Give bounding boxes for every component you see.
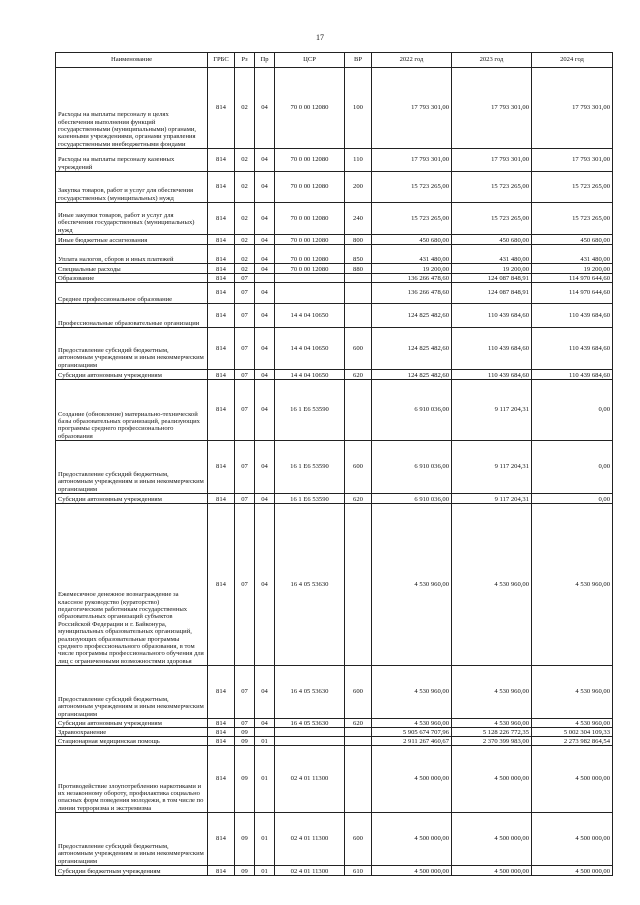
row-2023: 4 500 000,00 <box>452 813 532 866</box>
row-name: Предоставление субсидий бюджетным, автономным учреждениям и иным некоммерческим организациям <box>56 441 208 494</box>
row-vr <box>345 380 372 441</box>
table-row <box>56 235 613 245</box>
row-2023: 431 480,00 <box>452 245 532 264</box>
row-pr: 01 <box>255 866 275 876</box>
row-2022: 19 200,00 <box>372 264 452 274</box>
row-csr: 16 1 Е6 53590 <box>275 441 345 494</box>
row-2022: 136 266 478,60 <box>372 274 452 283</box>
table-row <box>56 264 613 274</box>
row-name: Иные бюджетные ассигнования <box>56 235 208 245</box>
col-header-vr: ВР <box>345 53 372 68</box>
row-pr: 04 <box>255 666 275 719</box>
row-2022: 2 911 267 460,67 <box>372 737 452 746</box>
row-csr <box>275 728 345 737</box>
row-pr: 04 <box>255 235 275 245</box>
row-2023: 15 723 265,00 <box>452 203 532 235</box>
row-vr: 600 <box>345 666 372 719</box>
row-2023: 5 128 226 772,35 <box>452 728 532 737</box>
row-vr: 880 <box>345 264 372 274</box>
row-2024: 4 500 000,00 <box>532 813 613 866</box>
row-grbs: 814 <box>208 728 235 737</box>
col-header-2024: 2024 год <box>532 53 613 68</box>
row-name: Образование <box>56 274 208 283</box>
row-name: Предоставление субсидий бюджетным, автономным учреждениям и иным некоммерческим организациям <box>56 328 208 370</box>
row-pr: 04 <box>255 283 275 304</box>
row-csr <box>275 737 345 746</box>
row-vr <box>345 746 372 813</box>
row-pr: 04 <box>255 380 275 441</box>
row-vr: 800 <box>345 235 372 245</box>
row-2024: 0,00 <box>532 441 613 494</box>
table-header-row <box>56 53 613 68</box>
budget-table <box>55 52 613 876</box>
row-rz: 07 <box>235 304 255 328</box>
row-2022: 4 500 000,00 <box>372 813 452 866</box>
row-2024: 0,00 <box>532 494 613 504</box>
row-2022: 6 910 036,00 <box>372 441 452 494</box>
row-csr: 02 4 01 11300 <box>275 813 345 866</box>
row-2023: 450 680,00 <box>452 235 532 245</box>
row-2022: 4 530 960,00 <box>372 666 452 719</box>
row-csr: 16 1 Е6 53590 <box>275 380 345 441</box>
table-row <box>56 380 613 441</box>
row-pr: 04 <box>255 172 275 203</box>
row-grbs: 814 <box>208 264 235 274</box>
col-header-name: Наименование <box>56 53 208 68</box>
row-rz: 02 <box>235 172 255 203</box>
row-2024: 17 793 301,00 <box>532 149 613 172</box>
row-vr: 620 <box>345 370 372 380</box>
row-vr <box>345 504 372 666</box>
col-header-pr: Пр <box>255 53 275 68</box>
row-rz: 07 <box>235 441 255 494</box>
row-grbs: 814 <box>208 746 235 813</box>
row-csr: 16 4 05 53630 <box>275 719 345 728</box>
row-csr: 70 0 00 12080 <box>275 203 345 235</box>
row-grbs: 814 <box>208 245 235 264</box>
row-name: Расходы на выплаты персоналу в целях обеспечения выполнения функций государственными (муниципальными) органами, казенными учреждениями, органами управления государственными внебюджетными фондами <box>56 68 208 149</box>
table-row <box>56 866 613 876</box>
row-vr: 620 <box>345 719 372 728</box>
row-2024: 431 480,00 <box>532 245 613 264</box>
row-2023: 110 439 684,60 <box>452 370 532 380</box>
row-vr <box>345 283 372 304</box>
row-2023: 110 439 684,60 <box>452 304 532 328</box>
row-2023: 4 530 960,00 <box>452 719 532 728</box>
row-csr: 16 4 05 53630 <box>275 666 345 719</box>
row-pr: 04 <box>255 203 275 235</box>
row-csr: 70 0 00 12080 <box>275 264 345 274</box>
row-rz: 07 <box>235 370 255 380</box>
table-row <box>56 149 613 172</box>
row-name: Иные закупки товаров, работ и услуг для обеспечения государственных (муниципальных) нужд <box>56 203 208 235</box>
row-csr: 16 4 05 53630 <box>275 504 345 666</box>
row-name: Субсидии бюджетным учреждениям <box>56 866 208 876</box>
row-2022: 124 825 482,60 <box>372 304 452 328</box>
row-csr: 02 4 01 11300 <box>275 866 345 876</box>
row-grbs: 814 <box>208 203 235 235</box>
row-pr: 04 <box>255 149 275 172</box>
row-csr: 14 4 04 10650 <box>275 304 345 328</box>
row-rz: 02 <box>235 149 255 172</box>
row-rz: 07 <box>235 380 255 441</box>
row-2022: 4 500 000,00 <box>372 866 452 876</box>
table-row <box>56 328 613 370</box>
row-2023: 15 723 265,00 <box>452 172 532 203</box>
row-name: Среднее профессиональное образование <box>56 283 208 304</box>
row-name: Ежемесячное денежное вознаграждение за классное руководство (кураторство) педагогическим работникам государственных образовательных организаций субъектов Российской Федерации и г. Байконура, муниципальных образовательных организаций, реализующих образовательные программы среднего профессионального образования, в том числе программы профессионального обучения для лиц с ограниченными возможностями здоровья <box>56 504 208 666</box>
row-2024: 19 200,00 <box>532 264 613 274</box>
row-csr <box>275 283 345 304</box>
row-2023: 9 117 204,31 <box>452 494 532 504</box>
row-csr: 16 1 Е6 53590 <box>275 494 345 504</box>
row-2022: 17 793 301,00 <box>372 149 452 172</box>
row-2023: 2 370 399 983,00 <box>452 737 532 746</box>
row-name: Специальные расходы <box>56 264 208 274</box>
row-rz: 07 <box>235 719 255 728</box>
row-2022: 15 723 265,00 <box>372 203 452 235</box>
row-name: Противодействие злоупотреблению наркотиками и их незаконному обороту, профилактика социально опасных форм поведения молодежи, в том числе по линии терроризма и экстремизма <box>56 746 208 813</box>
row-csr <box>275 274 345 283</box>
row-rz: 07 <box>235 283 255 304</box>
row-2022: 124 825 482,60 <box>372 370 452 380</box>
row-grbs: 814 <box>208 719 235 728</box>
table-row <box>56 737 613 746</box>
row-vr <box>345 274 372 283</box>
row-grbs: 814 <box>208 504 235 666</box>
row-pr: 04 <box>255 719 275 728</box>
row-name: Субсидии автономным учреждениям <box>56 719 208 728</box>
row-rz: 02 <box>235 235 255 245</box>
row-2023: 4 530 960,00 <box>452 666 532 719</box>
row-pr: 04 <box>255 68 275 149</box>
row-name: Предоставление субсидий бюджетным, автономным учреждениям и иным некоммерческим организациям <box>56 813 208 866</box>
row-2024: 15 723 265,00 <box>532 203 613 235</box>
row-2023: 110 439 684,60 <box>452 328 532 370</box>
row-grbs: 814 <box>208 149 235 172</box>
table-row <box>56 494 613 504</box>
row-2024: 114 970 644,60 <box>532 283 613 304</box>
row-name: Уплата налогов, сборов и иных платежей <box>56 245 208 264</box>
row-pr: 04 <box>255 370 275 380</box>
col-header-rz: Рз <box>235 53 255 68</box>
row-2023: 9 117 204,31 <box>452 380 532 441</box>
row-name: Расходы на выплаты персоналу казенных учреждений <box>56 149 208 172</box>
table-row <box>56 666 613 719</box>
page-number: 17 <box>316 33 324 42</box>
row-csr: 70 0 00 12080 <box>275 149 345 172</box>
table-row <box>56 304 613 328</box>
row-grbs: 814 <box>208 274 235 283</box>
row-csr: 70 0 00 12080 <box>275 172 345 203</box>
row-2024: 15 723 265,00 <box>532 172 613 203</box>
row-pr: 04 <box>255 504 275 666</box>
row-2022: 5 905 674 707,96 <box>372 728 452 737</box>
table-row <box>56 172 613 203</box>
row-name: Закупка товаров, работ и услуг для обеспечения государственных (муниципальных) нужд <box>56 172 208 203</box>
row-grbs: 814 <box>208 304 235 328</box>
row-rz: 09 <box>235 866 255 876</box>
row-2023: 19 200,00 <box>452 264 532 274</box>
row-2024: 110 439 684,60 <box>532 304 613 328</box>
row-name: Субсидии автономным учреждениям <box>56 494 208 504</box>
row-2023: 4 500 000,00 <box>452 746 532 813</box>
table-row <box>56 283 613 304</box>
row-2024: 4 530 960,00 <box>532 666 613 719</box>
row-2022: 136 266 478,60 <box>372 283 452 304</box>
row-csr: 70 0 00 12080 <box>275 68 345 149</box>
table-row <box>56 504 613 666</box>
row-rz: 07 <box>235 328 255 370</box>
row-grbs: 814 <box>208 283 235 304</box>
row-2022: 124 825 482,60 <box>372 328 452 370</box>
row-2022: 4 530 960,00 <box>372 504 452 666</box>
row-grbs: 814 <box>208 494 235 504</box>
row-vr <box>345 728 372 737</box>
row-name: Профессиональные образовательные организации <box>56 304 208 328</box>
row-rz: 07 <box>235 494 255 504</box>
row-pr: 01 <box>255 746 275 813</box>
row-2023: 124 087 848,91 <box>452 274 532 283</box>
row-pr: 04 <box>255 441 275 494</box>
row-2024: 2 273 982 864,54 <box>532 737 613 746</box>
row-pr <box>255 274 275 283</box>
row-rz: 02 <box>235 203 255 235</box>
row-pr: 04 <box>255 264 275 274</box>
row-pr: 01 <box>255 737 275 746</box>
row-rz: 09 <box>235 813 255 866</box>
row-2024: 4 500 000,00 <box>532 866 613 876</box>
row-2023: 4 530 960,00 <box>452 504 532 666</box>
row-2023: 17 793 301,00 <box>452 149 532 172</box>
row-pr: 04 <box>255 328 275 370</box>
col-header-2022: 2022 год <box>372 53 452 68</box>
row-pr: 01 <box>255 813 275 866</box>
row-vr <box>345 737 372 746</box>
row-grbs: 814 <box>208 813 235 866</box>
row-rz: 07 <box>235 274 255 283</box>
row-grbs: 814 <box>208 328 235 370</box>
row-grbs: 814 <box>208 666 235 719</box>
row-2022: 4 500 000,00 <box>372 746 452 813</box>
row-pr: 04 <box>255 304 275 328</box>
col-header-csr: ЦСР <box>275 53 345 68</box>
row-vr: 240 <box>345 203 372 235</box>
row-pr: 04 <box>255 245 275 264</box>
row-grbs: 814 <box>208 370 235 380</box>
table-row <box>56 813 613 866</box>
row-rz: 09 <box>235 728 255 737</box>
row-2022: 6 910 036,00 <box>372 494 452 504</box>
row-2024: 4 500 000,00 <box>532 746 613 813</box>
table-row <box>56 245 613 264</box>
row-rz: 07 <box>235 504 255 666</box>
row-2022: 17 793 301,00 <box>372 68 452 149</box>
table-row <box>56 728 613 737</box>
row-grbs: 814 <box>208 866 235 876</box>
row-name: Здравоохранение <box>56 728 208 737</box>
row-rz: 02 <box>235 264 255 274</box>
row-2023: 4 500 000,00 <box>452 866 532 876</box>
row-vr: 200 <box>345 172 372 203</box>
row-2024: 110 439 684,60 <box>532 328 613 370</box>
row-vr: 600 <box>345 328 372 370</box>
row-vr: 620 <box>345 494 372 504</box>
col-header-2023: 2023 год <box>452 53 532 68</box>
row-2022: 4 530 960,00 <box>372 719 452 728</box>
row-2024: 4 530 960,00 <box>532 719 613 728</box>
row-2023: 124 087 848,91 <box>452 283 532 304</box>
row-grbs: 814 <box>208 737 235 746</box>
table-row <box>56 203 613 235</box>
row-vr <box>345 304 372 328</box>
row-2022: 431 480,00 <box>372 245 452 264</box>
row-grbs: 814 <box>208 235 235 245</box>
row-grbs: 814 <box>208 441 235 494</box>
row-rz: 09 <box>235 737 255 746</box>
row-2024: 114 970 644,60 <box>532 274 613 283</box>
row-rz: 07 <box>235 666 255 719</box>
col-header-grbs: ГРБС <box>208 53 235 68</box>
row-2024: 5 002 304 109,33 <box>532 728 613 737</box>
row-rz: 02 <box>235 245 255 264</box>
row-grbs: 814 <box>208 68 235 149</box>
row-name: Субсидии автономным учреждениям <box>56 370 208 380</box>
row-rz: 02 <box>235 68 255 149</box>
row-pr: 04 <box>255 494 275 504</box>
row-vr: 100 <box>345 68 372 149</box>
row-2022: 15 723 265,00 <box>372 172 452 203</box>
table-row <box>56 274 613 283</box>
row-csr: 14 4 04 10650 <box>275 370 345 380</box>
row-2023: 17 793 301,00 <box>452 68 532 149</box>
row-name: Создание (обновление) материально-технической базы образовательных организаций, реализующих программы среднего профессионального образования <box>56 380 208 441</box>
row-csr: 70 0 00 12080 <box>275 235 345 245</box>
row-2022: 6 910 036,00 <box>372 380 452 441</box>
row-name: Предоставление субсидий бюджетным, автономным учреждениям и иным некоммерческим организациям <box>56 666 208 719</box>
row-grbs: 814 <box>208 172 235 203</box>
row-csr: 02 4 01 11300 <box>275 746 345 813</box>
row-vr: 850 <box>345 245 372 264</box>
row-grbs: 814 <box>208 380 235 441</box>
row-vr: 600 <box>345 441 372 494</box>
row-vr: 610 <box>345 866 372 876</box>
row-csr: 70 0 00 12080 <box>275 245 345 264</box>
row-name: Стационарная медицинская помощь <box>56 737 208 746</box>
row-vr: 110 <box>345 149 372 172</box>
row-vr: 600 <box>345 813 372 866</box>
row-2023: 9 117 204,31 <box>452 441 532 494</box>
row-2024: 4 530 960,00 <box>532 504 613 666</box>
row-2024: 17 793 301,00 <box>532 68 613 149</box>
table-row <box>56 68 613 149</box>
table-row <box>56 370 613 380</box>
row-csr: 14 4 04 10650 <box>275 328 345 370</box>
row-2022: 450 680,00 <box>372 235 452 245</box>
row-rz: 09 <box>235 746 255 813</box>
row-2024: 110 439 684,60 <box>532 370 613 380</box>
row-2024: 0,00 <box>532 380 613 441</box>
row-2024: 450 680,00 <box>532 235 613 245</box>
table-row <box>56 746 613 813</box>
table-row <box>56 719 613 728</box>
row-pr <box>255 728 275 737</box>
table-row <box>56 441 613 494</box>
